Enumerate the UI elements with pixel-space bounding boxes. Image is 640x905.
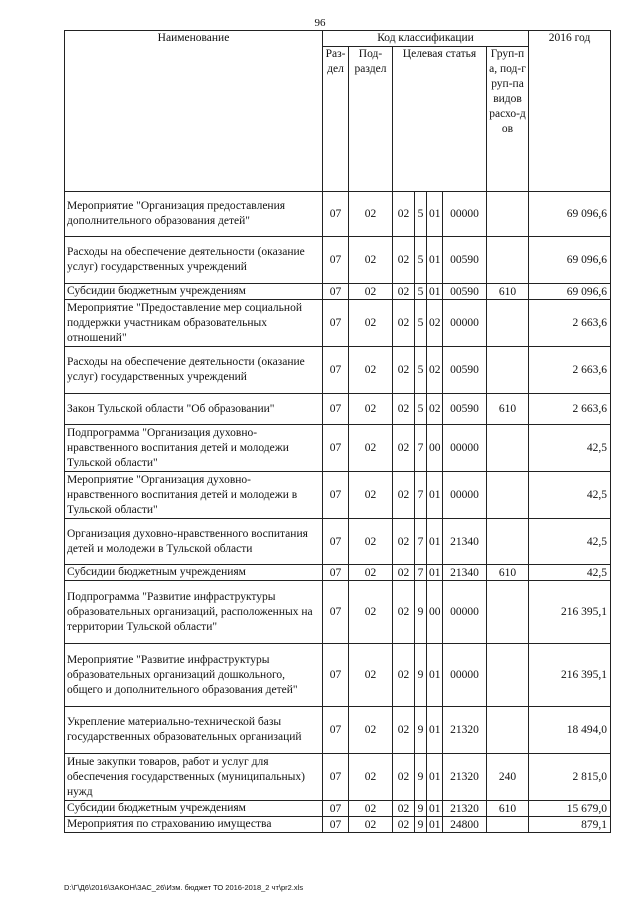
row-target-subprogram: 5 — [415, 237, 427, 284]
row-target-program: 02 — [393, 754, 415, 801]
table-row — [65, 817, 611, 833]
row-razdel: 07 — [323, 192, 349, 237]
row-target-event: 01 — [427, 284, 443, 300]
row-razdel: 07 — [323, 300, 349, 347]
row-razdel: 07 — [323, 237, 349, 284]
row-amount: 69 096,6 — [529, 192, 611, 237]
row-name: Расходы на обеспечение деятельности (оказание услуг) государственных учреждений — [65, 347, 323, 394]
row-razdel: 07 — [323, 707, 349, 754]
table-row — [65, 519, 611, 565]
row-target-direction: 00590 — [443, 347, 487, 394]
row-target-event: 02 — [427, 300, 443, 347]
row-target-subprogram: 7 — [415, 565, 427, 581]
page-number: 96 — [314, 17, 326, 29]
row-podrazdel: 02 — [349, 644, 393, 707]
file-path-footer: D:\Г\Д6\2016\ЗАКОН\ЗАС_26\Изм. бюджет ТО 2016-2018_2 чт\pr2.xls — [64, 883, 304, 892]
row-podrazdel: 02 — [349, 581, 393, 644]
row-target-subprogram: 7 — [415, 519, 427, 565]
header-year: 2016 год — [529, 31, 611, 192]
row-name: Субсидии бюджетным учреждениям — [65, 801, 323, 817]
row-podrazdel: 02 — [349, 801, 393, 817]
row-expense-type — [487, 644, 529, 707]
row-amount: 879,1 — [529, 817, 611, 833]
table-row — [65, 300, 611, 347]
row-razdel: 07 — [323, 425, 349, 472]
row-target-subprogram: 5 — [415, 347, 427, 394]
row-name: Мероприятия по страхованию имущества — [65, 817, 323, 833]
row-target-program: 02 — [393, 300, 415, 347]
row-target-direction: 21320 — [443, 801, 487, 817]
table-row — [65, 425, 611, 472]
row-target-event: 01 — [427, 519, 443, 565]
row-target-direction: 21340 — [443, 519, 487, 565]
row-podrazdel: 02 — [349, 707, 393, 754]
row-razdel: 07 — [323, 519, 349, 565]
row-target-subprogram: 9 — [415, 644, 427, 707]
row-target-event: 00 — [427, 581, 443, 644]
row-expense-type — [487, 347, 529, 394]
table-row — [65, 581, 611, 644]
row-amount: 42,5 — [529, 425, 611, 472]
row-name: Субсидии бюджетным учреждениям — [65, 565, 323, 581]
table-row — [65, 644, 611, 707]
row-amount: 216 395,1 — [529, 581, 611, 644]
row-amount: 2 815,0 — [529, 754, 611, 801]
row-name: Закон Тульской области "Об образовании" — [65, 394, 323, 425]
row-razdel: 07 — [323, 644, 349, 707]
row-podrazdel: 02 — [349, 754, 393, 801]
row-podrazdel: 02 — [349, 425, 393, 472]
row-target-subprogram: 5 — [415, 284, 427, 300]
row-amount: 2 663,6 — [529, 394, 611, 425]
row-amount: 42,5 — [529, 519, 611, 565]
row-target-program: 02 — [393, 192, 415, 237]
row-razdel: 07 — [323, 754, 349, 801]
row-target-direction: 21320 — [443, 707, 487, 754]
row-target-direction: 00590 — [443, 394, 487, 425]
table-row — [65, 754, 611, 801]
header-row-1 — [65, 31, 611, 47]
row-target-subprogram: 5 — [415, 300, 427, 347]
row-name: Подпрограмма "Организация духовно-нравственного воспитания детей и молодежи Тульской области" — [65, 425, 323, 472]
table-row — [65, 237, 611, 284]
row-podrazdel: 02 — [349, 472, 393, 519]
table-row — [65, 472, 611, 519]
row-expense-type — [487, 300, 529, 347]
row-amount: 2 663,6 — [529, 300, 611, 347]
row-target-program: 02 — [393, 519, 415, 565]
row-target-direction: 21340 — [443, 565, 487, 581]
row-target-program: 02 — [393, 284, 415, 300]
row-amount: 216 395,1 — [529, 644, 611, 707]
row-target-direction: 00590 — [443, 237, 487, 284]
row-name: Расходы на обеспечение деятельности (оказание услуг) государственных учреждений — [65, 237, 323, 284]
table-body — [65, 192, 611, 833]
row-target-event: 01 — [427, 644, 443, 707]
row-razdel: 07 — [323, 565, 349, 581]
row-expense-type: 610 — [487, 801, 529, 817]
row-razdel: 07 — [323, 394, 349, 425]
row-target-subprogram: 7 — [415, 472, 427, 519]
row-target-program: 02 — [393, 707, 415, 754]
row-razdel: 07 — [323, 284, 349, 300]
table-row — [65, 801, 611, 817]
header-subsection: Под-раздел — [349, 47, 393, 192]
budget-table — [64, 30, 611, 833]
row-target-subprogram: 7 — [415, 425, 427, 472]
row-target-direction: 00590 — [443, 284, 487, 300]
row-amount: 15 679,0 — [529, 801, 611, 817]
row-target-direction: 00000 — [443, 192, 487, 237]
row-target-program: 02 — [393, 581, 415, 644]
row-name: Иные закупки товаров, работ и услуг для обеспечения государственных (муниципальных) нужд — [65, 754, 323, 801]
row-expense-type: 240 — [487, 754, 529, 801]
row-expense-type — [487, 472, 529, 519]
row-podrazdel: 02 — [349, 347, 393, 394]
row-expense-type — [487, 707, 529, 754]
header-name: Наименование — [65, 31, 323, 192]
row-target-direction: 24800 — [443, 817, 487, 833]
row-target-direction: 00000 — [443, 472, 487, 519]
row-amount: 69 096,6 — [529, 237, 611, 284]
table-row — [65, 565, 611, 581]
row-target-event: 01 — [427, 754, 443, 801]
header-expense-group: Груп-па, под-груп-па видов расхо-дов — [487, 47, 529, 192]
row-name: Организация духовно-нравственного воспитания детей и молодежи в Тульской области — [65, 519, 323, 565]
row-podrazdel: 02 — [349, 394, 393, 425]
row-target-program: 02 — [393, 817, 415, 833]
row-target-event: 02 — [427, 347, 443, 394]
table-row — [65, 192, 611, 237]
row-target-subprogram: 9 — [415, 801, 427, 817]
row-expense-type — [487, 581, 529, 644]
row-expense-type — [487, 237, 529, 284]
row-amount: 42,5 — [529, 565, 611, 581]
row-target-subprogram: 5 — [415, 394, 427, 425]
row-target-program: 02 — [393, 472, 415, 519]
row-target-direction: 00000 — [443, 425, 487, 472]
row-amount: 42,5 — [529, 472, 611, 519]
header-target: Целевая статья — [393, 47, 487, 192]
row-target-program: 02 — [393, 644, 415, 707]
table-row — [65, 347, 611, 394]
row-name: Мероприятие "Организация духовно-нравственного воспитания детей и молодежи в Тульской области" — [65, 472, 323, 519]
row-name: Укрепление материально-технической базы государственных образовательных организаций — [65, 707, 323, 754]
table-row — [65, 394, 611, 425]
row-expense-type: 610 — [487, 394, 529, 425]
row-expense-type: 610 — [487, 284, 529, 300]
row-target-subprogram: 9 — [415, 754, 427, 801]
row-target-event: 01 — [427, 472, 443, 519]
row-target-subprogram: 9 — [415, 581, 427, 644]
row-expense-type: 610 — [487, 565, 529, 581]
row-podrazdel: 02 — [349, 565, 393, 581]
row-target-subprogram: 5 — [415, 192, 427, 237]
row-target-event: 01 — [427, 707, 443, 754]
row-target-event: 02 — [427, 394, 443, 425]
row-target-event: 01 — [427, 237, 443, 284]
row-podrazdel: 02 — [349, 192, 393, 237]
row-podrazdel: 02 — [349, 300, 393, 347]
row-razdel: 07 — [323, 347, 349, 394]
row-target-subprogram: 9 — [415, 817, 427, 833]
row-target-event: 01 — [427, 817, 443, 833]
row-razdel: 07 — [323, 472, 349, 519]
header-section: Раз-дел — [323, 47, 349, 192]
row-name: Мероприятие "Развитие инфраструктуры образовательных организаций дошкольного, общего и дополнительного образования детей" — [65, 644, 323, 707]
row-amount: 2 663,6 — [529, 347, 611, 394]
row-target-program: 02 — [393, 237, 415, 284]
table-row — [65, 707, 611, 754]
row-target-event: 01 — [427, 565, 443, 581]
row-expense-type — [487, 425, 529, 472]
row-name: Субсидии бюджетным учреждениям — [65, 284, 323, 300]
row-expense-type — [487, 192, 529, 237]
row-target-program: 02 — [393, 394, 415, 425]
row-target-direction: 00000 — [443, 644, 487, 707]
table-row — [65, 284, 611, 300]
row-target-program: 02 — [393, 565, 415, 581]
row-target-program: 02 — [393, 425, 415, 472]
row-amount: 18 494,0 — [529, 707, 611, 754]
row-target-direction: 21320 — [443, 754, 487, 801]
row-podrazdel: 02 — [349, 284, 393, 300]
row-razdel: 07 — [323, 801, 349, 817]
row-target-event: 01 — [427, 801, 443, 817]
header-code-group: Код классификации — [323, 31, 529, 47]
row-target-direction: 00000 — [443, 300, 487, 347]
row-razdel: 07 — [323, 817, 349, 833]
row-razdel: 07 — [323, 581, 349, 644]
row-podrazdel: 02 — [349, 817, 393, 833]
row-target-subprogram: 9 — [415, 707, 427, 754]
row-podrazdel: 02 — [349, 519, 393, 565]
row-target-direction: 00000 — [443, 581, 487, 644]
row-podrazdel: 02 — [349, 237, 393, 284]
row-target-program: 02 — [393, 347, 415, 394]
row-expense-type — [487, 817, 529, 833]
row-amount: 69 096,6 — [529, 284, 611, 300]
row-expense-type — [487, 519, 529, 565]
row-target-event: 00 — [427, 425, 443, 472]
row-name: Мероприятие "Организация предоставления дополнительного образования детей" — [65, 192, 323, 237]
row-target-event: 01 — [427, 192, 443, 237]
row-name: Мероприятие "Предоставление мер социальной поддержки участникам образовательных отношений" — [65, 300, 323, 347]
row-name: Подпрограмма "Развитие инфраструктуры образовательных организаций, расположенных на территории Тульской области" — [65, 581, 323, 644]
row-target-program: 02 — [393, 801, 415, 817]
